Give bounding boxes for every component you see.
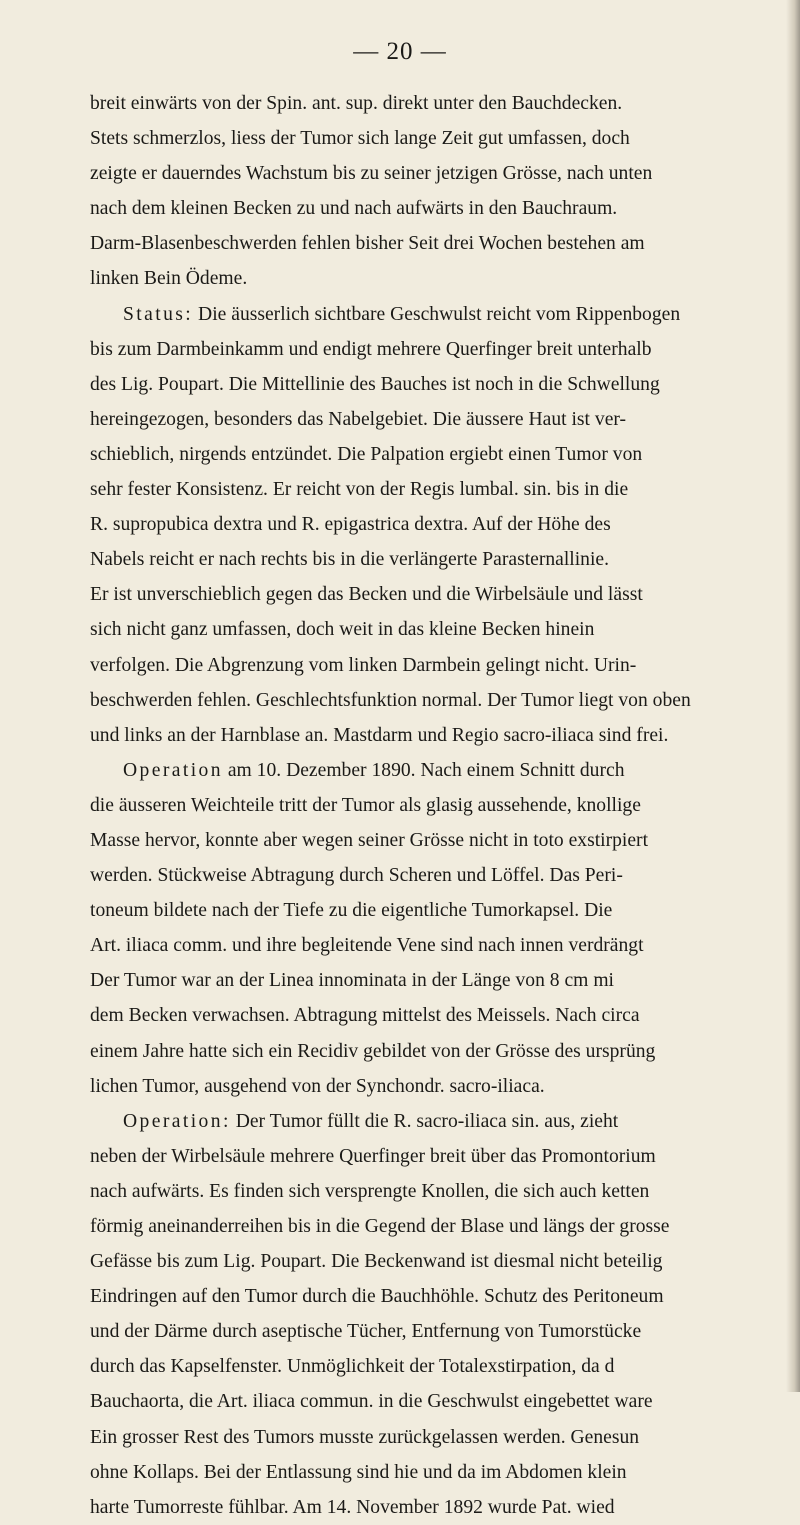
text-line: lichen Tumor, ausgehend von der Synchondr. sacro-iliaca. [90, 1075, 545, 1097]
text-line: beschwerden fehlen. Geschlechtsfunktion normal. Der Tumor liegt von oben [90, 689, 691, 711]
text-line: und der Därme durch aseptische Tücher, Entfernung von Tumorstücke [90, 1321, 642, 1343]
text-line: und links an der Harnblase an. Mastdarm und Regio sacro-iliaca sind frei. [90, 724, 669, 746]
text-line: toneum bildete nach der Tiefe zu die eigentliche Tumorkapsel. Die [90, 900, 613, 922]
paragraph-first-line [90, 1104, 790, 1139]
text-line: am 10. Dezember 1890. Nach einem Schnitt durch [222, 759, 625, 781]
text-line: zeigte er dauerndes Wachstum bis zu seiner jetzigen Grösse, nach unten [90, 163, 653, 185]
text-line: hereingezogen, besonders das Nabelgebiet. Die äussere Haut ist ver- [90, 408, 627, 430]
text-line: sich nicht ganz umfassen, doch weit in das kleine Becken hinein [90, 619, 595, 641]
text-line: werden. Stückweise Abtragung durch Scheren und Löffel. Das Peri- [90, 865, 623, 887]
paragraph-first-line [90, 753, 790, 788]
text-line: Stets schmerzlos, liess der Tumor sich lange Zeit gut umfassen, doch [90, 128, 630, 150]
text-line: harte Tumorreste fühlbar. Am 14. November 1892 wurde Pat. wied [90, 1496, 615, 1518]
text-line: Der Tumor war an der Linea innominata in der Länge von 8 cm mi [90, 970, 614, 992]
text-line: breit einwärts von der Spin. ant. sup. direkt unter den Bauchdecken. [90, 93, 623, 114]
section-label-status: Status: [123, 303, 194, 325]
text-line: Ein grosser Rest des Tumors musste zurückgelassen werden. Genesun [90, 1426, 640, 1448]
text-line: einem Jahre hatte sich ein Recidiv gebildet von der Grösse des ursprüng [90, 1040, 656, 1062]
text-line: sehr fester Konsistenz. Er reicht von der Regis lumbal. sin. bis in die [90, 479, 629, 501]
page-edge-shadow [786, 0, 800, 1392]
text-line: ohne Kollaps. Bei der Entlassung sind hie und da im Abdomen klein [90, 1461, 627, 1483]
text-line: R. supropubica dextra und R. epigastrica dextra. Auf der Höhe des [90, 514, 611, 536]
text-line: neben der Wirbelsäule mehrere Querfinger breit über das Promontorium [90, 1145, 656, 1167]
text-line: verfolgen. Die Abgrenzung vom linken Darmbein gelingt nicht. Urin- [90, 654, 637, 676]
text-line: förmig aneinanderreihen bis in die Gegend der Blase und längs der grosse [90, 1216, 670, 1237]
text-line: linken Bein Ödeme. [90, 268, 248, 290]
text-line: Gefässe bis zum Lig. Poupart. Die Beckenwand ist diesmal nicht beteilig [90, 1251, 663, 1273]
text-line: Die äusserlich sichtbare Geschwulst reicht vom Rippenbogen [193, 303, 681, 325]
text-line: schieblich, nirgends entzündet. Die Palpation ergiebt einen Tumor von [90, 443, 643, 465]
text-line: Eindringen auf den Tumor durch die Bauchhöhle. Schutz des Peritoneum [90, 1286, 664, 1308]
text-line: Masse hervor, konnte aber wegen seiner Grösse nicht in toto exstirpiert [90, 829, 649, 851]
text-line: Art. iliaca comm. und ihre begleitende Vene sind nach innen verdrängt [90, 935, 644, 957]
text-line: Er ist unverschieblich gegen das Becken und die Wirbelsäule und lässt [90, 584, 643, 606]
text-line: dem Becken verwachsen. Abtragung mittelst des Meissels. Nach circa [90, 1005, 640, 1027]
text-line: Der Tumor füllt die R. sacro-iliaca sin. aus, zieht [230, 1110, 619, 1132]
text-line: die äusseren Weichteile tritt der Tumor als glasig aussehende, knollige [90, 794, 641, 816]
paragraph-first-line [90, 297, 790, 332]
body-text [90, 86, 790, 1525]
text-line: bis zum Darmbeinkamm und endigt mehrere Querfinger breit unterhalb [90, 338, 652, 360]
section-label-operation: Operation [123, 759, 223, 781]
text-line: Bauchaorta, die Art. iliaca commun. in die Geschwulst eingebettet ware [90, 1391, 653, 1413]
section-label-operation-2: Operation: [123, 1110, 231, 1132]
page-number: — 20 — [353, 38, 447, 65]
text-line: nach dem kleinen Becken zu und nach aufwärts in den Bauchraum. [90, 198, 618, 220]
text-line: Darm-Blasenbeschwerden fehlen bisher Seit drei Wochen bestehen am [90, 233, 645, 255]
text-line: des Lig. Poupart. Die Mittellinie des Bauches ist noch in die Schwellung [90, 373, 660, 395]
text-line: nach aufwärts. Es finden sich versprengte Knollen, die sich auch ketten [90, 1180, 650, 1202]
text-line: Nabels reicht er nach rechts bis in die verlängerte Parasternallinie. [90, 549, 610, 571]
text-line: durch das Kapselfenster. Unmöglichkeit der Totalexstirpation, da d [90, 1356, 615, 1378]
